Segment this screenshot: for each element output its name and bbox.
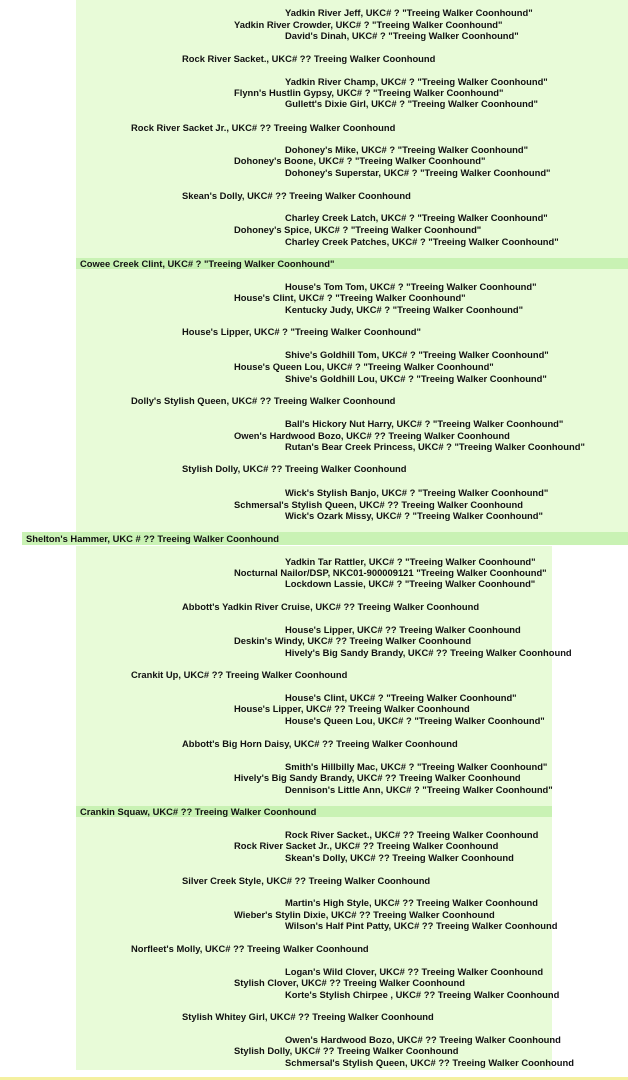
pedigree-line: Yadkin River Jeff, UKC# ? "Treeing Walker Coonhound": [285, 7, 533, 18]
pedigree-line: Stylish Whitey Girl, UKC# ?? Treeing Walker Coonhound: [182, 1011, 434, 1022]
pedigree-line: Dohoney's Spice, UKC# ? "Treeing Walker Coonhound": [234, 224, 482, 235]
pedigree-line: Dennison's Little Ann, UKC# ? "Treeing Walker Coonhound": [285, 784, 553, 795]
pedigree-line: Gullett's Dixie Girl, UKC# ? "Treeing Walker Coonhound": [285, 98, 538, 109]
pedigree-line: Lockdown Lassie, UKC# ? "Treeing Walker Coonhound": [285, 578, 536, 589]
pedigree-line: Silver Creek Style, UKC# ?? Treeing Walker Coonhound: [182, 875, 431, 886]
pedigree-line: Charley Creek Patches, UKC# ? "Treeing Walker Coonhound": [285, 236, 559, 247]
pedigree-line: Smith's Hillbilly Mac, UKC# ? "Treeing Walker Coonhound": [285, 761, 548, 772]
pedigree-line: Shive's Goldhill Lou, UKC# ? "Treeing Walker Coonhound": [285, 373, 547, 384]
pedigree-line: Flynn's Hustlin Gypsy, UKC# ? "Treeing Walker Coonhound": [234, 87, 504, 98]
pedigree-line: Yadkin Tar Rattler, UKC# ? "Treeing Walker Coonhound": [285, 556, 536, 567]
pedigree-line: Rock River Sacket Jr., UKC# ?? Treeing Walker Coonhound: [131, 122, 396, 133]
pedigree-line: Wieber's Stylin Dixie, UKC# ?? Treeing Walker Coonhound: [234, 909, 495, 920]
pedigree-line: Rock River Sacket., UKC# ?? Treeing Walker Coonhound: [285, 829, 539, 840]
pedigree-line: Stylish Dolly, UKC# ?? Treeing Walker Coonhound: [182, 463, 407, 474]
pedigree-line: Owen's Hardwood Bozo, UKC# ?? Treeing Walker Coonhound: [285, 1034, 561, 1045]
pedigree-line: Wick's Stylish Banjo, UKC# ? "Treeing Walker Coonhound": [285, 487, 549, 498]
pedigree-line: Shive's Goldhill Tom, UKC# ? "Treeing Walker Coonhound": [285, 349, 549, 360]
pedigree-line: Ball's Hickory Nut Harry, UKC# ? "Treeing Walker Coonhound": [285, 418, 564, 429]
pedigree-line: Owen's Hardwood Bozo, UKC# ?? Treeing Walker Coonhound: [234, 430, 510, 441]
pedigree-line: Martin's High Style, UKC# ?? Treeing Walker Coonhound: [285, 897, 538, 908]
pedigree-line: House's Clint, UKC# ? "Treeing Walker Coonhound": [285, 692, 517, 703]
pedigree-line: Wick's Ozark Missy, UKC# ? "Treeing Walker Coonhound": [285, 510, 543, 521]
pedigree-line: Dohoney's Boone, UKC# ? "Treeing Walker Coonhound": [234, 155, 486, 166]
pedigree-line: Norfleet's Molly, UKC# ?? Treeing Walker Coonhound: [131, 943, 369, 954]
pedigree-line: Abbott's Big Horn Daisy, UKC# ?? Treeing Walker Coonhound: [182, 738, 458, 749]
pedigree-line: Charley Creek Latch, UKC# ? "Treeing Walker Coonhound": [285, 212, 548, 223]
pedigree-line: Dohoney's Mike, UKC# ? "Treeing Walker Coonhound": [285, 144, 529, 155]
pedigree-line: House's Lipper, UKC# ?? Treeing Walker Coonhound: [234, 703, 470, 714]
pedigree-line: Schmersal's Stylish Queen, UKC# ?? Treeing Walker Coonhound: [285, 1057, 574, 1068]
pedigree-line: House's Tom Tom, UKC# ? "Treeing Walker Coonhound": [285, 281, 537, 292]
pedigree-line: Hively's Big Sandy Brandy, UKC# ?? Treeing Walker Coonhound: [234, 772, 521, 783]
pedigree-line: House's Lipper, UKC# ? "Treeing Walker Coonhound": [182, 326, 421, 337]
pedigree-line: Kentucky Judy, UKC# ? "Treeing Walker Coonhound": [285, 304, 524, 315]
pedigree-line: Skean's Dolly, UKC# ?? Treeing Walker Coonhound: [182, 190, 411, 201]
pedigree-line: Yadkin River Champ, UKC# ? "Treeing Walker Coonhound": [285, 76, 548, 87]
pedigree-line: Dohoney's Superstar, UKC# ? "Treeing Walker Coonhound": [285, 167, 551, 178]
pedigree-line: Stylish Clover, UKC# ?? Treeing Walker Coonhound: [234, 977, 465, 988]
pedigree-line: House's Lipper, UKC# ?? Treeing Walker Coonhound: [285, 624, 521, 635]
pedigree-line: Wilson's Half Pint Patty, UKC# ?? Treeing Walker Coonhound: [285, 920, 558, 931]
pedigree-line: Stylish Dolly, UKC# ?? Treeing Walker Coonhound: [234, 1045, 459, 1056]
pedigree-line: Cowee Creek Clint, UKC# ? "Treeing Walker Coonhound": [80, 258, 335, 269]
pedigree-line: House's Queen Lou, UKC# ? "Treeing Walker Coonhound": [234, 361, 494, 372]
pedigree-line: Schmersal's Stylish Queen, UKC# ?? Treeing Walker Coonhound: [234, 499, 523, 510]
pedigree-line: Hively's Big Sandy Brandy, UKC# ?? Treeing Walker Coonhound: [285, 647, 572, 658]
pedigree-line: Yadkin River Crowder, UKC# ? "Treeing Walker Coonhound": [234, 19, 503, 30]
pedigree-line: Korte's Stylish Chirpee , UKC# ?? Treeing Walker Coonhound: [285, 989, 560, 1000]
pedigree-line: Deskin's Windy, UKC# ?? Treeing Walker Coonhound: [234, 635, 472, 646]
pedigree-line: Rock River Sacket., UKC# ?? Treeing Walker Coonhound: [182, 53, 436, 64]
pedigree-line: House's Queen Lou, UKC# ? "Treeing Walker Coonhound": [285, 715, 545, 726]
pedigree-line-subject: Shelton's Hammer, UKC # ?? Treeing Walker Coonhound: [26, 533, 279, 544]
pedigree-line: Nocturnal Nailor/DSP, NKC01-900009121 "Treeing Walker Coonhound": [234, 567, 547, 578]
pedigree-line: Crankin Squaw, UKC# ?? Treeing Walker Coonhound: [80, 806, 317, 817]
pedigree-line: Abbott's Yadkin River Cruise, UKC# ?? Treeing Walker Coonhound: [182, 601, 480, 612]
pedigree-line: Crankit Up, UKC# ?? Treeing Walker Coonhound: [131, 669, 348, 680]
pedigree-line: Rock River Sacket Jr., UKC# ?? Treeing Walker Coonhound: [234, 840, 499, 851]
pedigree-line: Rutan's Bear Creek Princess, UKC# ? "Treeing Walker Coonhound": [285, 441, 585, 452]
pedigree-line: Skean's Dolly, UKC# ?? Treeing Walker Coonhound: [285, 852, 514, 863]
pedigree-line: Logan's Wild Clover, UKC# ?? Treeing Walker Coonhound: [285, 966, 544, 977]
pedigree-line: Dolly's Stylish Queen, UKC# ?? Treeing Walker Coonhound: [131, 395, 396, 406]
pedigree-line: House's Clint, UKC# ? "Treeing Walker Coonhound": [234, 292, 466, 303]
pedigree-line: David's Dinah, UKC# ? "Treeing Walker Coonhound": [285, 30, 519, 41]
